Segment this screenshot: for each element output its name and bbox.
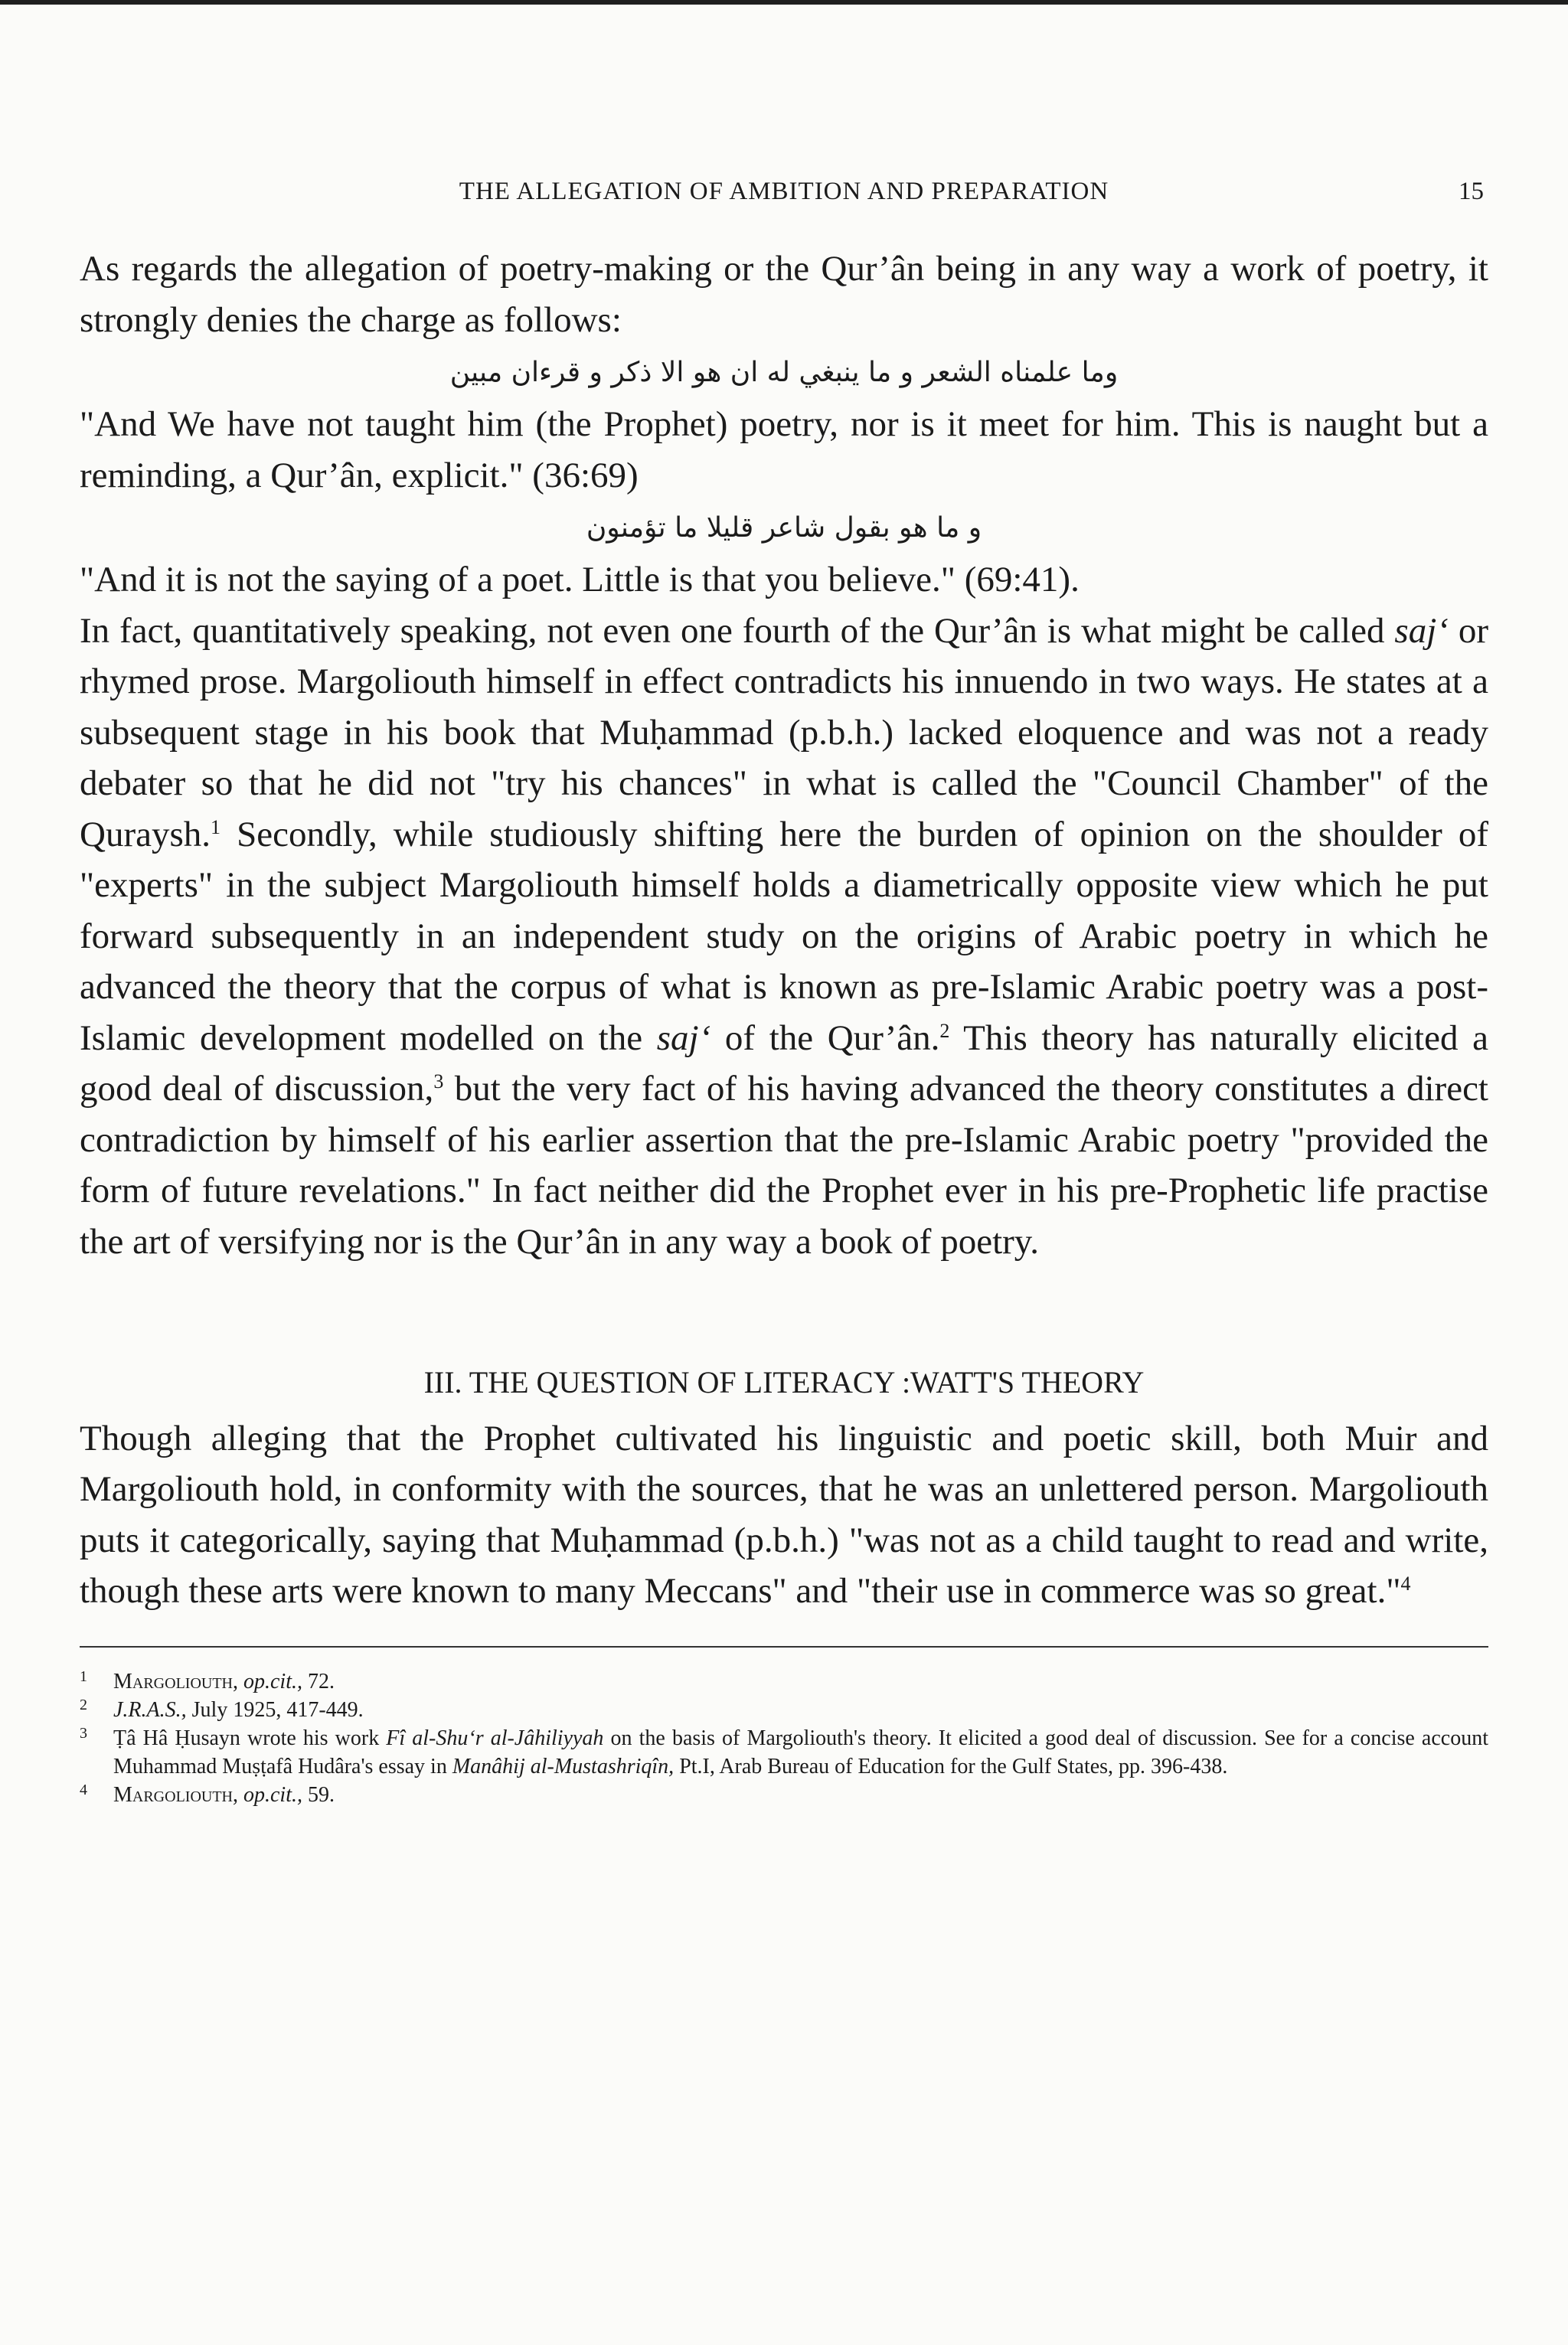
text-run: but the very fact of his having advanced the theory constitutes a direct contradiction by himself of his earlier assertion that the pre-Islamic Arabic poetry "provided the form of future revelations." In fact neither did the Prophet ever in his pre-Prophetic life practise the art of versifying nor is the Qur’ân in any way a book of poetry. <box>80 1069 1488 1262</box>
footnote-ref-2[interactable]: 2 <box>939 1019 950 1042</box>
footnote-text: 72. <box>302 1669 335 1693</box>
text-run: Though alleging that the Prophet cultivated his linguistic and poetic skill, both Muir and Margoliouth hold, in conformity with the sources, that he was an unlettered person. Margoliouth puts it categorically, saying that Muḥammad (p.b.h.) "was not as a child taught to read and write, though these arts were known to many Meccans" and "their use in commerce was so great." <box>80 1418 1488 1611</box>
footnote-text: Pt.I, Arab Bureau of Education for the Gulf States, pp. 396-438. <box>674 1754 1228 1778</box>
running-head: THE ALLEGATION OF AMBITION AND PREPARATION <box>459 178 1109 205</box>
footnote-number: 4 <box>80 1781 87 1798</box>
term-saj: saj‘ <box>1394 610 1449 651</box>
section-heading: III. THE QUESTION OF LITERACY :WATT'S THEORY <box>423 1365 1145 1399</box>
footnote-text: 59. <box>302 1782 335 1807</box>
footnote-text: Ṭâ Hâ Ḥusayn wrote his work <box>113 1726 387 1750</box>
footnote-text: on the basis of Margoliouth's theory. It elicited a good deal of discussion. See for a concise account Muhammad Muṣṭafâ Hudâra's essay in <box>113 1726 1488 1778</box>
top-border-line <box>0 0 1568 5</box>
arabic-verse-1: وما علمناه الشعر و ما ينبغي له ان هو الا ذكر و قرءان مبين <box>449 357 1119 388</box>
footnote-number: 2 <box>80 1696 87 1713</box>
page-header <box>80 175 1488 220</box>
footnote-ref-4[interactable]: 4 <box>1400 1573 1411 1595</box>
footnote-author: Margoliouth, <box>113 1782 238 1807</box>
footnote-author: Margoliouth, <box>113 1669 238 1693</box>
footnote-ref: op.cit., <box>243 1782 302 1807</box>
page-number: 15 <box>1459 178 1484 205</box>
text-run: Secondly, while studiously shifting here the burden of opinion on the shoulder of "experts" in the subject Margoliouth himself holds a diametrically opposite view which he put forward subsequently in an independent study on the origins of Arabic poetry in which he advanced the theory that the corpus of what is known as pre-Islamic Arabic poetry was a post-Islamic development modelled on the <box>80 814 1488 1058</box>
footnote-ref-3[interactable]: 3 <box>433 1070 444 1092</box>
footnote-ref: J.R.A.S., <box>113 1697 187 1722</box>
footnote-text: July 1925, 417-449. <box>186 1697 364 1722</box>
footnote-3 <box>80 1724 1488 1781</box>
footnote-title: Fî al-Shu‘r al-Jâhiliyyah <box>386 1726 604 1750</box>
text-run: This theory has naturally elicited a good deal of discussion, <box>80 1017 1488 1109</box>
footnotes <box>80 1667 1488 1809</box>
footnote-number: 3 <box>80 1724 87 1742</box>
footnote-2 <box>80 1696 1488 1724</box>
text-run: of the Qur’ân. <box>710 1017 940 1058</box>
footnote-4 <box>80 1781 1488 1809</box>
verse-translation-2: "And it is not the saying of a poet. Little is that you believe." (69:41). <box>80 560 1080 599</box>
footnote-number: 1 <box>80 1667 87 1685</box>
footnote-title: Manâhij al-Mustashriqîn, <box>452 1754 675 1778</box>
body-text <box>80 243 1488 1617</box>
footnote-1 <box>80 1667 1488 1696</box>
paragraph-margoliouth <box>80 606 1488 1268</box>
arabic-verse-2: و ما هو بقول شاعر قليلا ما تؤمنون <box>586 512 982 544</box>
book-page <box>80 175 1488 1809</box>
text-run: In fact, quantitatively speaking, not even one fourth of the Qur’ân is what might be called <box>80 610 1395 651</box>
footnote-ref-1[interactable]: 1 <box>211 815 220 838</box>
footnote-divider <box>80 1646 1488 1648</box>
verse-translation-1: "And We have not taught him (the Prophet) poetry, nor is it meet for him. This is naught but a reminding, a Qur’ân, explicit." (36:69) <box>80 404 1488 495</box>
footnote-ref: op.cit., <box>243 1669 302 1693</box>
term-saj: saj‘ <box>656 1017 711 1058</box>
paragraph-literacy <box>80 1413 1488 1617</box>
text-run: or rhymed prose. Margoliouth himself in effect contradicts his innuendo in two ways. He states at a subsequent stage in his book that Muḥammad (p.b.h.) lacked eloquence and was not a ready debater so that he did not "try his chances" in what is called the "Council Chamber" of the Quraysh. <box>80 610 1488 854</box>
intro-paragraph: As regards the allegation of poetry-making or the Qur’ân being in any way a work of poetry, it strongly denies the charge as follows: <box>80 249 1488 340</box>
